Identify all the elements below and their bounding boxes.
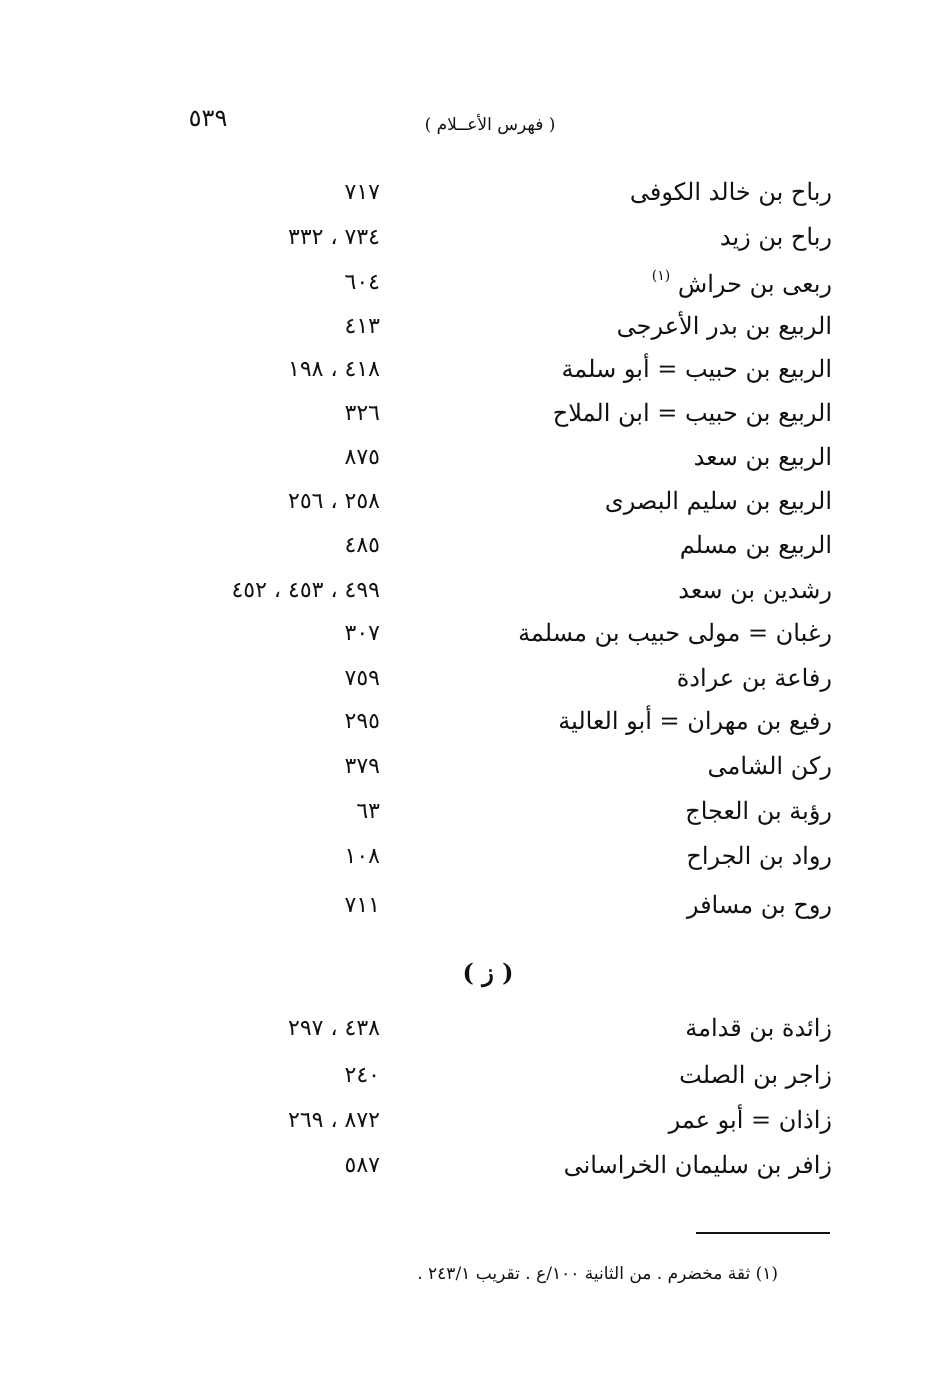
index-entry [0,312,936,352]
footnote-text: (١) ثقة مخضرم . من الثانية ١٠٠/ع . تقريب ٢٤٣/١ . [417,1264,778,1284]
entry-pages: ٨٧٥ [344,445,380,470]
entry-pages: ٨٧٢ ، ٢٦٩ [288,1108,380,1133]
entry-pages: ٧١١ [344,893,380,918]
entry-name: زائدة بن قدامة [685,1014,832,1042]
entry-name: الربيع بن حبيب = ابن الملاح [552,399,832,427]
entry-name: رغبان = مولى حبيب بن مسلمة [518,619,832,647]
page-number: ٥٣٩ [188,104,228,132]
entry-pages: ٢٩٥ [344,709,380,734]
index-entry [0,355,936,395]
index-entry [0,707,936,747]
entry-pages: ٤١٨ ، ١٩٨ [288,357,380,382]
entry-name: الربيع بن سليم البصرى [604,487,832,515]
index-entry [0,619,936,659]
footnote-marker[interactable]: (١) [651,268,671,284]
index-entry [0,1014,936,1054]
entry-name: ركن الشامى [707,752,832,780]
entry-pages: ٥٨٧ [344,1153,380,1178]
entry-pages: ٧٣٤ ، ٣٣٢ [288,225,380,250]
entry-name: زاجر بن الصلت [679,1061,832,1089]
index-entry [0,1151,936,1191]
entry-pages: ٤١٣ [344,314,380,339]
entry-pages: ٦٣ [356,799,380,824]
index-entry [0,531,936,571]
entry-name: رفيع بن مهران = أبو العالية [558,707,832,735]
entry-name: رفاعة بن عرادة [676,664,832,692]
footnote-rule [696,1232,830,1234]
index-entry [0,223,936,263]
entry-name: الربيع بن بدر الأعرجى [616,312,832,340]
entry-pages: ٦٠٤ [344,270,380,295]
entry-name: الربيع بن سعد [693,443,832,471]
entry-name: زافر بن سليمان الخراسانى [563,1151,832,1179]
entry-name: ربعى بن حراش [677,270,832,298]
index-entry [0,891,936,931]
index-entry [0,399,936,439]
entry-name: الربيع بن حبيب = أبو سلمة [561,355,832,383]
index-entry [0,752,936,792]
index-entry [0,268,936,308]
entry-name-with-note [412,268,832,298]
entry-name: رؤبة بن العجاج [685,797,832,825]
entry-name: رباح بن خالد الكوفى [629,178,832,206]
entry-pages: ٢٤٠ [344,1063,380,1088]
entry-name: الربيع بن مسلم [679,531,832,559]
index-entry [0,797,936,837]
index-entry [0,487,936,527]
index-entry [0,1061,936,1101]
index-entry [0,842,936,882]
entry-name: زاذان = أبو عمر [668,1106,832,1134]
entry-pages: ٢٥٨ ، ٢٥٦ [288,489,380,514]
index-entry [0,576,936,616]
entry-pages: ١٠٨ [344,844,380,869]
index-entry [0,178,936,218]
entry-pages: ٣٠٧ [344,621,380,646]
entry-pages: ٧٥٩ [344,666,380,691]
entry-name: رشدين بن سعد [678,576,832,604]
index-entry [0,1106,936,1146]
index-entry [0,443,936,483]
entry-pages: ٤٩٩ ، ٤٥٣ ، ٤٥٢ [231,578,380,603]
entry-name: رباح بن زيد [719,223,832,251]
entry-name: رواد بن الجراح [686,842,832,870]
entry-pages: ٤٣٨ ، ٢٩٧ [288,1016,380,1041]
index-entry [0,664,936,704]
entry-pages: ٧١٧ [344,180,380,205]
entry-pages: ٣٢٦ [344,401,380,426]
section-letter-heading: ( ز ) [462,958,514,987]
entry-pages: ٤٨٥ [344,533,380,558]
entry-pages: ٣٧٩ [344,754,380,779]
page-header: ( فهرس الأعــلام ) [424,115,556,135]
entry-name: روح بن مسافر [686,891,832,919]
